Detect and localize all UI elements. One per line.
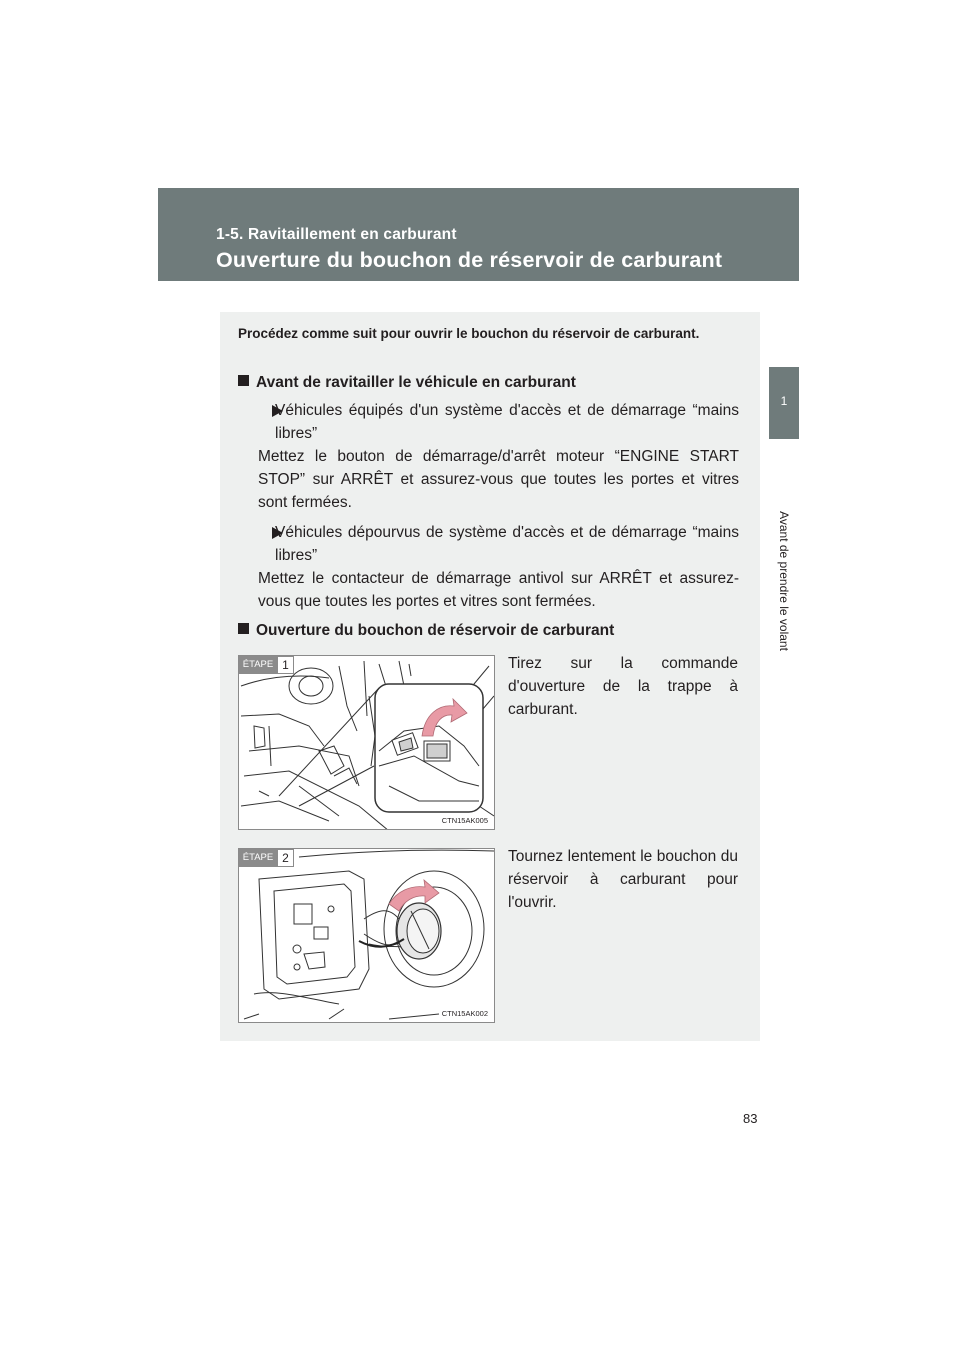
intro-text: Procédez comme suit pour ouvrir le bouchon du réservoir de carburant. bbox=[238, 326, 700, 341]
chapter-header bbox=[158, 188, 799, 281]
chapter-tab-label: Avant de prendre le volant bbox=[777, 511, 791, 651]
step-2-illustration bbox=[238, 848, 495, 1023]
section-heading-open-cap bbox=[238, 622, 614, 640]
triangle-bullet-icon bbox=[272, 527, 283, 539]
page-number: 83 bbox=[743, 1111, 758, 1126]
chapter-tab bbox=[769, 440, 799, 722]
condition-text: Véhicules dépourvus de système d'accès et de démarrage “mains libres” bbox=[275, 524, 739, 564]
step-1-illustration bbox=[238, 655, 495, 830]
step-badge bbox=[239, 849, 295, 867]
chapter-number: 1 bbox=[780, 394, 788, 408]
section-label: 1-5. Ravitaillement en carburant bbox=[216, 226, 457, 243]
instruction-no-smart-key: Mettez le contacteur de démarrage antivol sur ARRÊT et assurez-vous que toutes les portes et vitres sont fermées. bbox=[258, 570, 739, 610]
square-bullet-icon bbox=[238, 375, 249, 386]
step-badge-label: ÉTAPE bbox=[239, 656, 277, 674]
figure-code: CTN15AK002 bbox=[441, 1009, 488, 1018]
step-badge-number: 1 bbox=[277, 656, 294, 674]
fuel-door-lever-drawing bbox=[239, 656, 495, 830]
square-bullet-icon bbox=[238, 623, 249, 634]
condition-text: Véhicules équipés d'un système d'accès et de démarrage “mains libres” bbox=[275, 402, 739, 442]
triangle-bullet-icon bbox=[272, 405, 283, 417]
step-badge-label: ÉTAPE bbox=[239, 849, 277, 867]
condition-no-smart-key bbox=[258, 521, 739, 567]
instruction-smart-key: Mettez le bouton de démarrage/d'arrêt moteur “ENGINE START STOP” sur ARRÊT et assurez-vous que toutes les portes et vitres sont fermées. bbox=[258, 448, 739, 511]
step-badge-number: 2 bbox=[277, 849, 294, 867]
heading-text: Avant de ravitailler le véhicule en carburant bbox=[256, 374, 576, 391]
step-2-text: Tournez lentement le bouchon du réservoir à carburant pour l'ouvrir. bbox=[508, 848, 738, 911]
condition-smart-key bbox=[258, 399, 739, 445]
content-panel bbox=[220, 312, 760, 1041]
fuel-cap-drawing bbox=[239, 849, 495, 1023]
chapter-tab-number bbox=[769, 367, 799, 439]
heading-text: Ouverture du bouchon de réservoir de carburant bbox=[256, 622, 615, 639]
section-heading-before-refuel bbox=[238, 374, 576, 392]
step-1-text: Tirez sur la commande d'ouverture de la trappe à carburant. bbox=[508, 655, 738, 718]
figure-code: CTN15AK005 bbox=[441, 816, 488, 825]
page-title: Ouverture du bouchon de réservoir de carburant bbox=[216, 248, 723, 272]
step-badge bbox=[239, 656, 295, 674]
